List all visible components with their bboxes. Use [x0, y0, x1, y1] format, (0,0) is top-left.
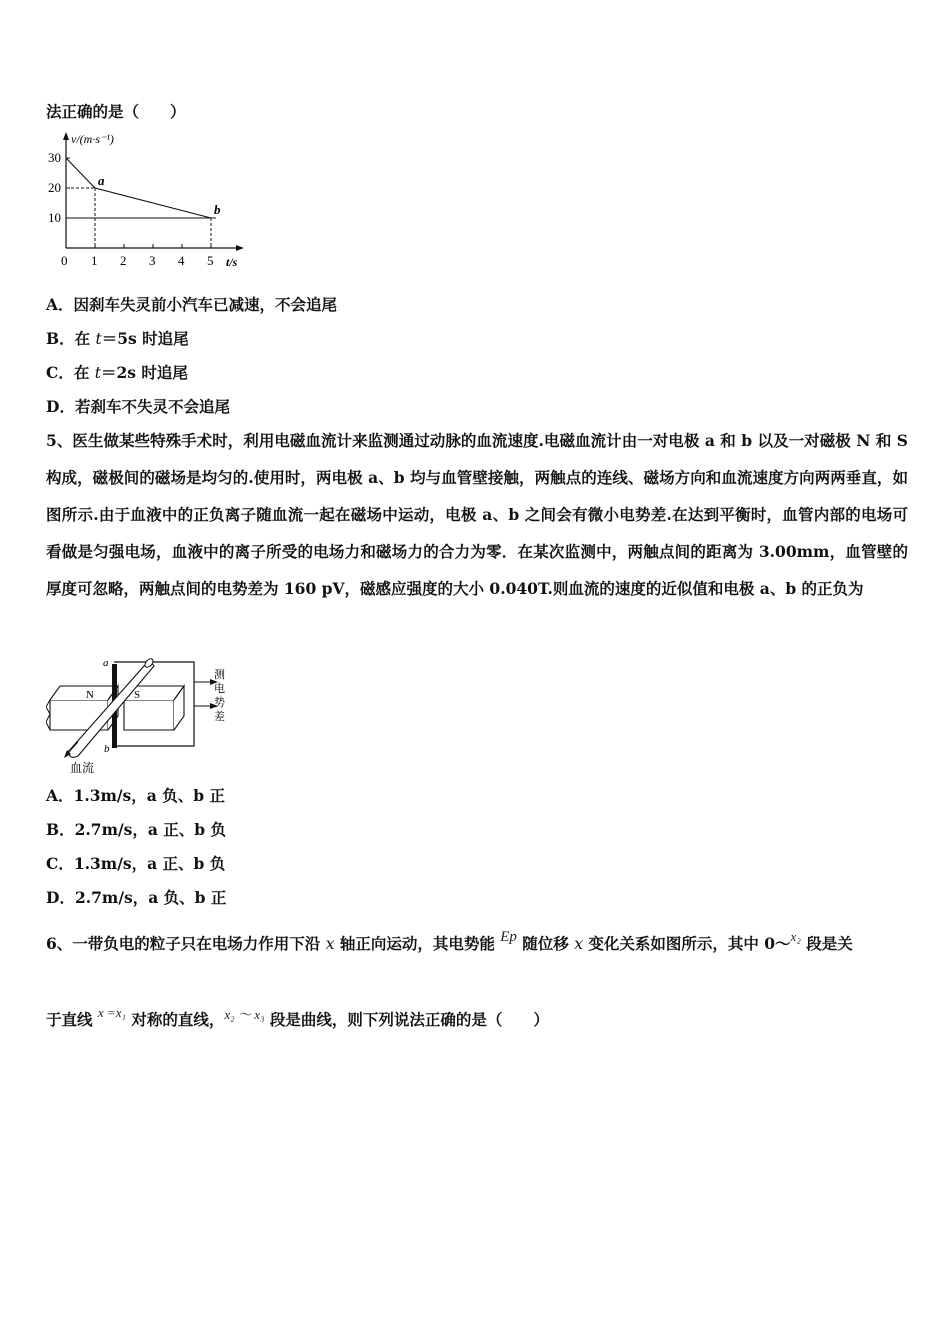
x-tick-0: 0 — [61, 253, 68, 268]
x-tick-2: 2 — [120, 253, 127, 268]
label-measure-2: 电 — [214, 683, 225, 695]
label-s: S — [134, 689, 141, 701]
label-n: N — [86, 689, 94, 701]
magnet-s-block — [124, 700, 174, 730]
label-measure-4: 差 — [214, 711, 225, 723]
q4-stem-tail: 法正确的是（ ） — [46, 102, 186, 121]
x-axis-arrow — [236, 245, 244, 251]
q6-x2-symbol: x₂ — [790, 929, 801, 944]
q4-option-c[interactable]: C．在 t＝2s 时追尾 — [46, 363, 188, 382]
x-tick-1: 1 — [91, 253, 98, 268]
q5-option-b[interactable]: B．2.7m/s，a 正、b 负 — [46, 820, 227, 839]
label-blood-flow: 血流 — [70, 761, 95, 775]
label-a: a — [103, 657, 109, 669]
x-tick-5: 5 — [207, 253, 214, 268]
x-tick-4: 4 — [178, 253, 185, 268]
y-axis-label: v/(m·s⁻¹) — [71, 132, 114, 146]
q4-option-a[interactable]: A．因刹车失灵前小汽车已减速，不会追尾 — [46, 295, 338, 314]
label-measure-3: 势 — [214, 697, 225, 709]
q6-stem-line2: 于直线 $^{x =x_1}$ 对称的直线，$^{x_2 \sim x_3}$ 段是曲线，则下列说法正确的是（ ） — [46, 1005, 549, 1029]
x-tick-3: 3 — [149, 253, 156, 268]
q5-electromagnetic-flowmeter-figure — [46, 652, 236, 776]
q5-option-c[interactable]: C．1.3m/s，a 正、b 负 — [46, 854, 226, 873]
label-measure-1: 测 — [214, 669, 225, 681]
point-b-label: b — [214, 202, 221, 217]
q5-option-d[interactable]: D．2.7m/s，a 负、b 正 — [46, 888, 227, 907]
q4-option-b[interactable]: B．在 t＝5s 时追尾 — [46, 329, 189, 348]
y-tick-10: 10 — [48, 210, 61, 225]
q5-option-a[interactable]: A．1.3m/s，a 负、b 正 — [46, 786, 225, 805]
q6-stem-line1: 6、一带负电的粒子只在电场力作用下沿 x 轴正向运动，其电势能 Ep 随位移 x 变化关系如图所示，其中 0～$^{x_2}$ 段是关 — [46, 929, 853, 953]
label-b: b — [104, 743, 110, 755]
point-a-label: a — [98, 173, 105, 188]
y-tick-20: 20 — [48, 180, 61, 195]
q4-option-d[interactable]: D．若刹车不失灵不会追尾 — [46, 397, 230, 416]
y-axis-arrow — [63, 132, 69, 140]
y-tick-30: 30 — [48, 150, 61, 165]
q6-ep-symbol: Ep — [500, 929, 517, 945]
x-axis-label: t/s — [226, 255, 238, 269]
q6-range: x₂ ～ x₃ — [224, 1007, 265, 1022]
q5-stem: 5、医生做某些特殊手术时，利用电磁血流计来监测通过动脉的血流速度.电磁血流计由一对电极 a 和 b 以及一对磁极 N 和 S 构成，磁极间的磁场是均匀的.使用时，两电极 a、b 均与血管壁接触，两触点的连线、磁场方向和血流速度方向两两垂直，如图所示.由于血液中的正负离子随血流一起在磁场中运动，电极 a、b 之间会有微小电势差.在达到平衡时，血管内部的电场可看做是匀强电场，血液中的离子所受的电场力和磁场力的合力为零．在某次监测中，两触点间的距离为 3.00mm，血管壁的厚度可忽略，两触点间的电势差为 160 pV，磁感应强度的大小 0.040T.则血流的速度的近似值和电极 a、b 的正负为 — [46, 431, 908, 598]
q4-velocity-time-graph — [44, 128, 254, 273]
q6-equation: x =x₁ — [97, 1005, 126, 1020]
